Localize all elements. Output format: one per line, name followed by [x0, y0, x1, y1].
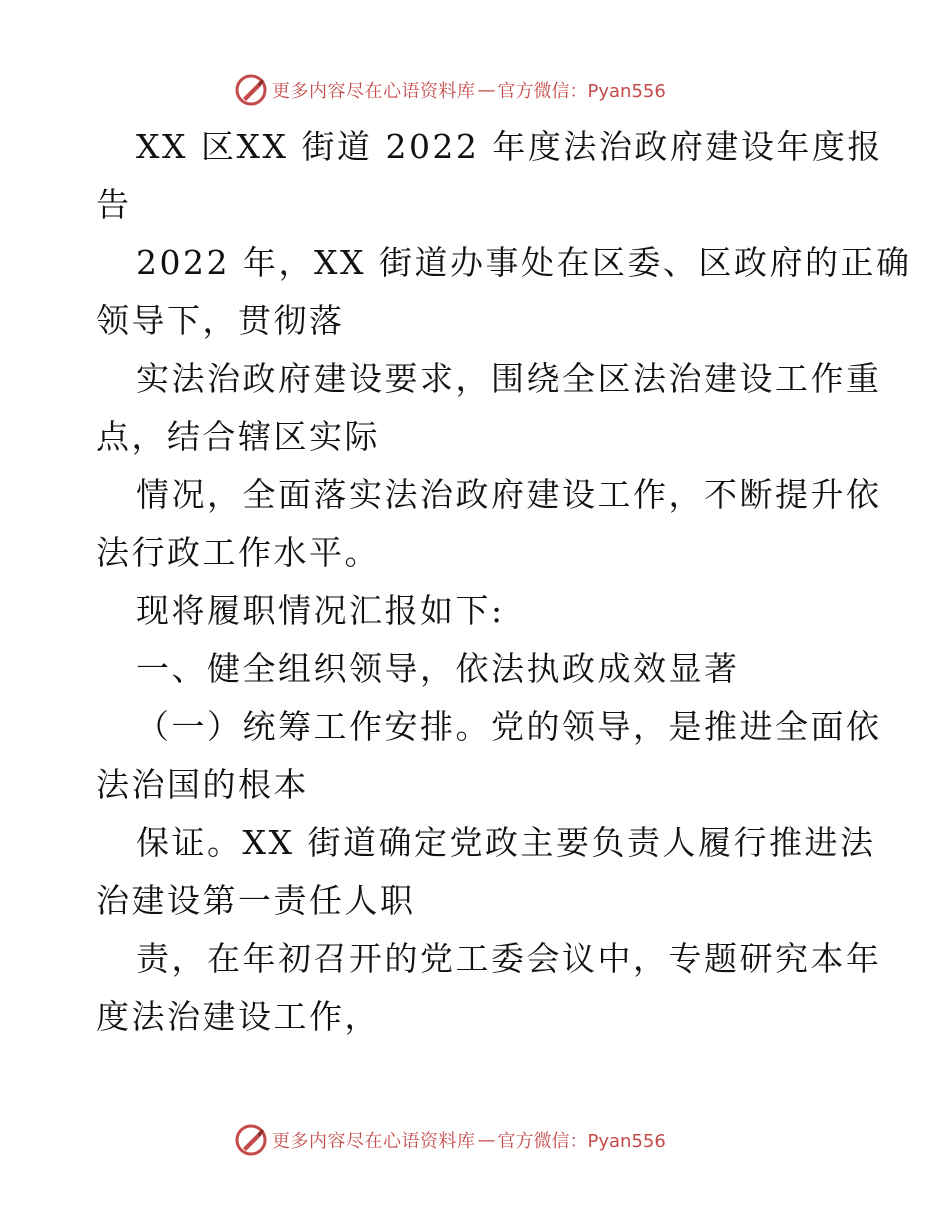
banner-wechat: 官方微信：Pyan556	[497, 81, 666, 102]
paragraph-line: 保证。XX 街道确定党政主要负责人履行推进法	[136, 823, 876, 862]
paragraph-line: 实法治政府建设要求，围绕全区法治建设工作重	[136, 359, 882, 398]
pen-logo-icon	[234, 73, 268, 107]
paragraph-line: 法治国的根本	[96, 765, 309, 804]
subsection-line: （一）统筹工作安排。党的领导，是推进全面依	[136, 707, 882, 746]
paragraph-line: 责，在年初召开的党工委会议中，专题研究本年	[136, 939, 882, 978]
banner-separator: —	[477, 1129, 496, 1151]
paragraph-line: 现将履职情况汇报如下:	[136, 591, 505, 630]
paragraph-line: 情况，全面落实法治政府建设工作，不断提升依	[136, 475, 882, 514]
banner-title: 更多内容尽在心语资料库	[272, 1131, 476, 1152]
paragraph-line: 点，结合辖区实际	[96, 417, 380, 456]
banner-separator: —	[477, 79, 496, 101]
section-heading: 一、健全组织领导，依法执政成效显著	[136, 649, 740, 688]
paragraph-line: 法行政工作水平。	[96, 533, 380, 572]
document-body	[96, 118, 912, 1046]
doc-title-line-1: XX 区XX 街道 2022 年度法治政府建设年度报	[136, 127, 883, 166]
banner-title: 更多内容尽在心语资料库	[272, 81, 476, 102]
paragraph-line: 度法治建设工作，	[96, 997, 380, 1036]
paragraph-line: 治建设第一责任人职	[96, 881, 416, 920]
paragraph-line: 2022 年，XX 街道办事处在区委、区政府的正确	[136, 243, 912, 282]
header-banner	[234, 72, 666, 108]
doc-title-line-2: 告	[96, 185, 132, 224]
paragraph-line: 领导下，贯彻落	[96, 301, 345, 340]
banner-wechat: 官方微信：Pyan556	[497, 1131, 666, 1152]
pen-logo-icon	[234, 1123, 268, 1157]
footer-banner	[234, 1122, 666, 1158]
